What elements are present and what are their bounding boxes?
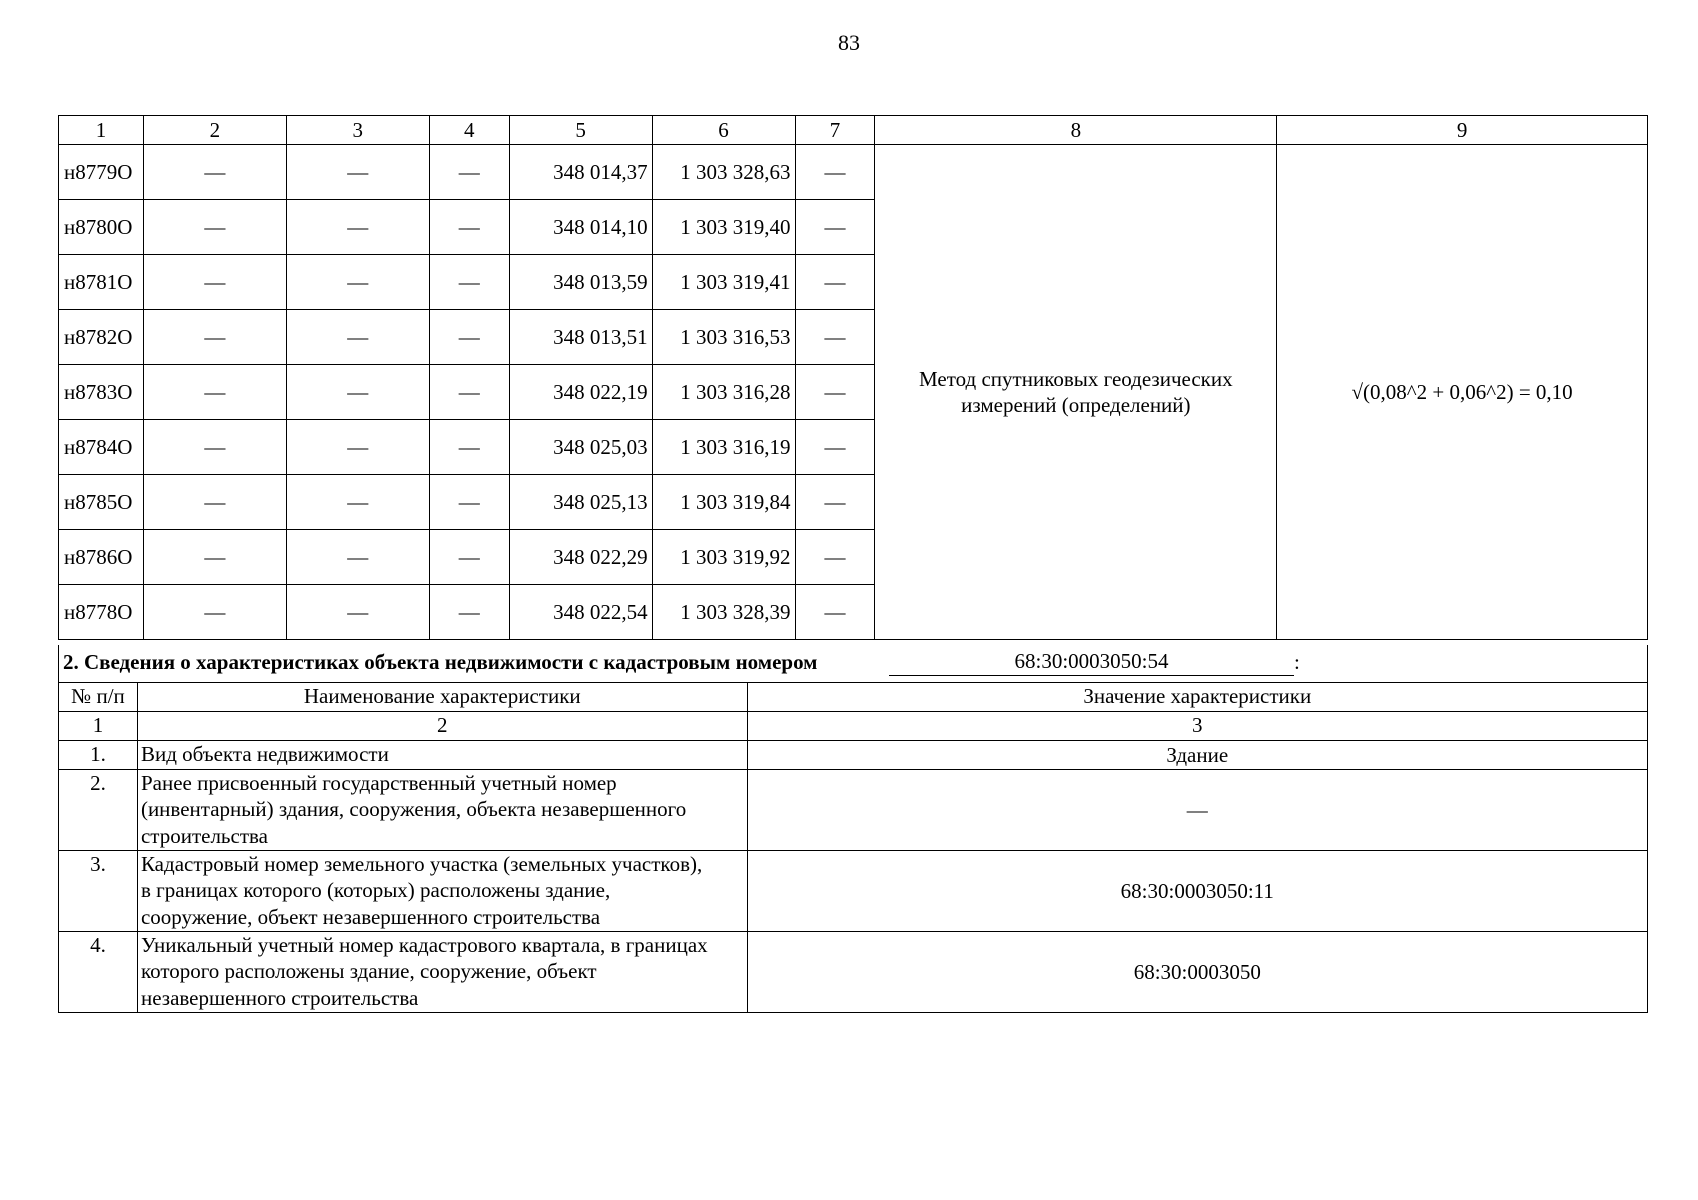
table-row — [59, 145, 1648, 200]
text-line: Ранее присвоенный государственный учетный номер — [140, 771, 617, 795]
table-cell: — — [795, 310, 875, 365]
table-cell: — — [795, 145, 875, 200]
y-coordinate: 1 303 316,19 — [652, 420, 795, 475]
x-coordinate: 348 025,13 — [509, 475, 652, 530]
x-coordinate: 348 025,03 — [509, 420, 652, 475]
table-cell: — — [795, 585, 875, 640]
table-cell: — — [286, 365, 429, 420]
table-cell: — — [143, 530, 286, 585]
method-line: Метод спутниковых геодезических — [919, 366, 1233, 391]
table-cell: — — [143, 365, 286, 420]
point-id: н8784О — [59, 420, 144, 475]
table-cell: — — [143, 310, 286, 365]
characteristic-name — [137, 851, 747, 932]
row-number: 2. — [59, 770, 138, 851]
table-cell: — — [429, 200, 509, 255]
method-line: измерений (определений) — [961, 393, 1191, 417]
characteristic-value: — — [747, 770, 1647, 851]
point-id: н8783О — [59, 365, 144, 420]
text-line: в границах которого (которых) расположены здание, — [140, 878, 611, 903]
row-number: 3. — [59, 851, 138, 932]
table-cell: — — [143, 475, 286, 530]
column-number-row — [59, 712, 1648, 741]
table-cell: — — [143, 145, 286, 200]
table-cell: — — [795, 475, 875, 530]
header-cell: Наименование характеристики — [137, 683, 747, 712]
point-id: н8780О — [59, 200, 144, 255]
text-line: которого расположены здание, сооружение, объект — [140, 959, 597, 984]
x-coordinate: 348 014,10 — [509, 200, 652, 255]
characteristic-value: 68:30:0003050:11 — [747, 851, 1647, 932]
characteristics-header-row — [59, 683, 1648, 712]
page-number: 83 — [838, 30, 860, 55]
table-cell: — — [795, 200, 875, 255]
table-cell: — — [429, 310, 509, 365]
table-cell: — — [429, 420, 509, 475]
table-row — [59, 851, 1648, 932]
y-coordinate: 1 303 319,92 — [652, 530, 795, 585]
column-number: 1 — [59, 116, 144, 145]
section-title-bar — [58, 645, 1648, 682]
point-id: н8786О — [59, 530, 144, 585]
point-id: н8779О — [59, 145, 144, 200]
table-cell: — — [286, 475, 429, 530]
characteristic-name — [137, 741, 747, 770]
table-cell: — — [429, 475, 509, 530]
characteristic-value: 68:30:0003050 — [747, 932, 1647, 1013]
table-cell: — — [286, 420, 429, 475]
title-colon: : — [1294, 650, 1300, 674]
table-cell: — — [795, 420, 875, 475]
table-cell: — — [286, 145, 429, 200]
characteristics-table — [58, 682, 1648, 1013]
table-cell: — — [795, 530, 875, 585]
text-line: строительства — [140, 823, 268, 848]
column-number: 8 — [875, 116, 1277, 145]
table-row — [59, 741, 1648, 770]
text-line: сооружение, объект незавершенного строительства — [140, 904, 601, 929]
column-number: 6 — [652, 116, 795, 145]
table-cell: — — [143, 420, 286, 475]
table-cell: — — [286, 530, 429, 585]
table-cell: — — [286, 310, 429, 365]
table-cell: — — [143, 585, 286, 640]
y-coordinate: 1 303 319,41 — [652, 255, 795, 310]
x-coordinate: 348 022,19 — [509, 365, 652, 420]
accuracy-cell: √(0,08^2 + 0,06^2) = 0,10 — [1277, 145, 1648, 640]
table-cell: — — [795, 365, 875, 420]
table-cell: — — [143, 200, 286, 255]
table-cell: — — [286, 255, 429, 310]
point-id: н8782О — [59, 310, 144, 365]
point-id: н8785О — [59, 475, 144, 530]
text-line: Уникальный учетный номер кадастрового квартала, в границах — [140, 933, 708, 957]
y-coordinate: 1 303 319,84 — [652, 475, 795, 530]
header-cell: № п/п — [59, 683, 138, 712]
characteristic-name — [137, 932, 747, 1013]
y-coordinate: 1 303 328,39 — [652, 585, 795, 640]
table-row — [59, 770, 1648, 851]
text-line: Вид объекта недвижимости — [140, 742, 389, 766]
method-cell — [875, 145, 1277, 640]
x-coordinate: 348 022,54 — [509, 585, 652, 640]
column-number: 1 — [59, 712, 138, 741]
y-coordinate: 1 303 319,40 — [652, 200, 795, 255]
section-title: 2. Сведения о характеристиках объекта недвижимости с кадастровым номером — [63, 650, 818, 674]
table-cell: — — [429, 145, 509, 200]
x-coordinate: 348 022,29 — [509, 530, 652, 585]
table-row — [59, 932, 1648, 1013]
text-line: незавершенного строительства — [140, 985, 419, 1010]
table-cell: — — [429, 255, 509, 310]
coordinates-header-row — [59, 116, 1648, 145]
y-coordinate: 1 303 328,63 — [652, 145, 795, 200]
characteristic-name — [137, 770, 747, 851]
y-coordinate: 1 303 316,28 — [652, 365, 795, 420]
column-number: 2 — [143, 116, 286, 145]
y-coordinate: 1 303 316,53 — [652, 310, 795, 365]
table-cell: — — [286, 200, 429, 255]
table-cell: — — [143, 255, 286, 310]
text-line: Кадастровый номер земельного участка (земельных участков), — [140, 852, 703, 876]
cadastral-number: 68:30:0003050:54 — [889, 649, 1294, 676]
column-number: 4 — [429, 116, 509, 145]
table-cell: — — [429, 530, 509, 585]
coordinates-table — [58, 115, 1648, 640]
column-number: 3 — [286, 116, 429, 145]
column-number: 5 — [509, 116, 652, 145]
characteristic-value: Здание — [747, 741, 1647, 770]
table-cell: — — [795, 255, 875, 310]
text-line: (инвентарный) здания, сооружения, объекта незавершенного — [140, 797, 687, 822]
table-cell: — — [429, 585, 509, 640]
column-number: 9 — [1277, 116, 1648, 145]
header-cell: Значение характеристики — [747, 683, 1647, 712]
column-number: 7 — [795, 116, 875, 145]
x-coordinate: 348 013,51 — [509, 310, 652, 365]
column-number: 3 — [747, 712, 1647, 741]
point-id: н8778О — [59, 585, 144, 640]
row-number: 4. — [59, 932, 138, 1013]
row-number: 1. — [59, 741, 138, 770]
table-cell: — — [429, 365, 509, 420]
table-cell: — — [286, 585, 429, 640]
x-coordinate: 348 013,59 — [509, 255, 652, 310]
x-coordinate: 348 014,37 — [509, 145, 652, 200]
point-id: н8781О — [59, 255, 144, 310]
column-number: 2 — [137, 712, 747, 741]
